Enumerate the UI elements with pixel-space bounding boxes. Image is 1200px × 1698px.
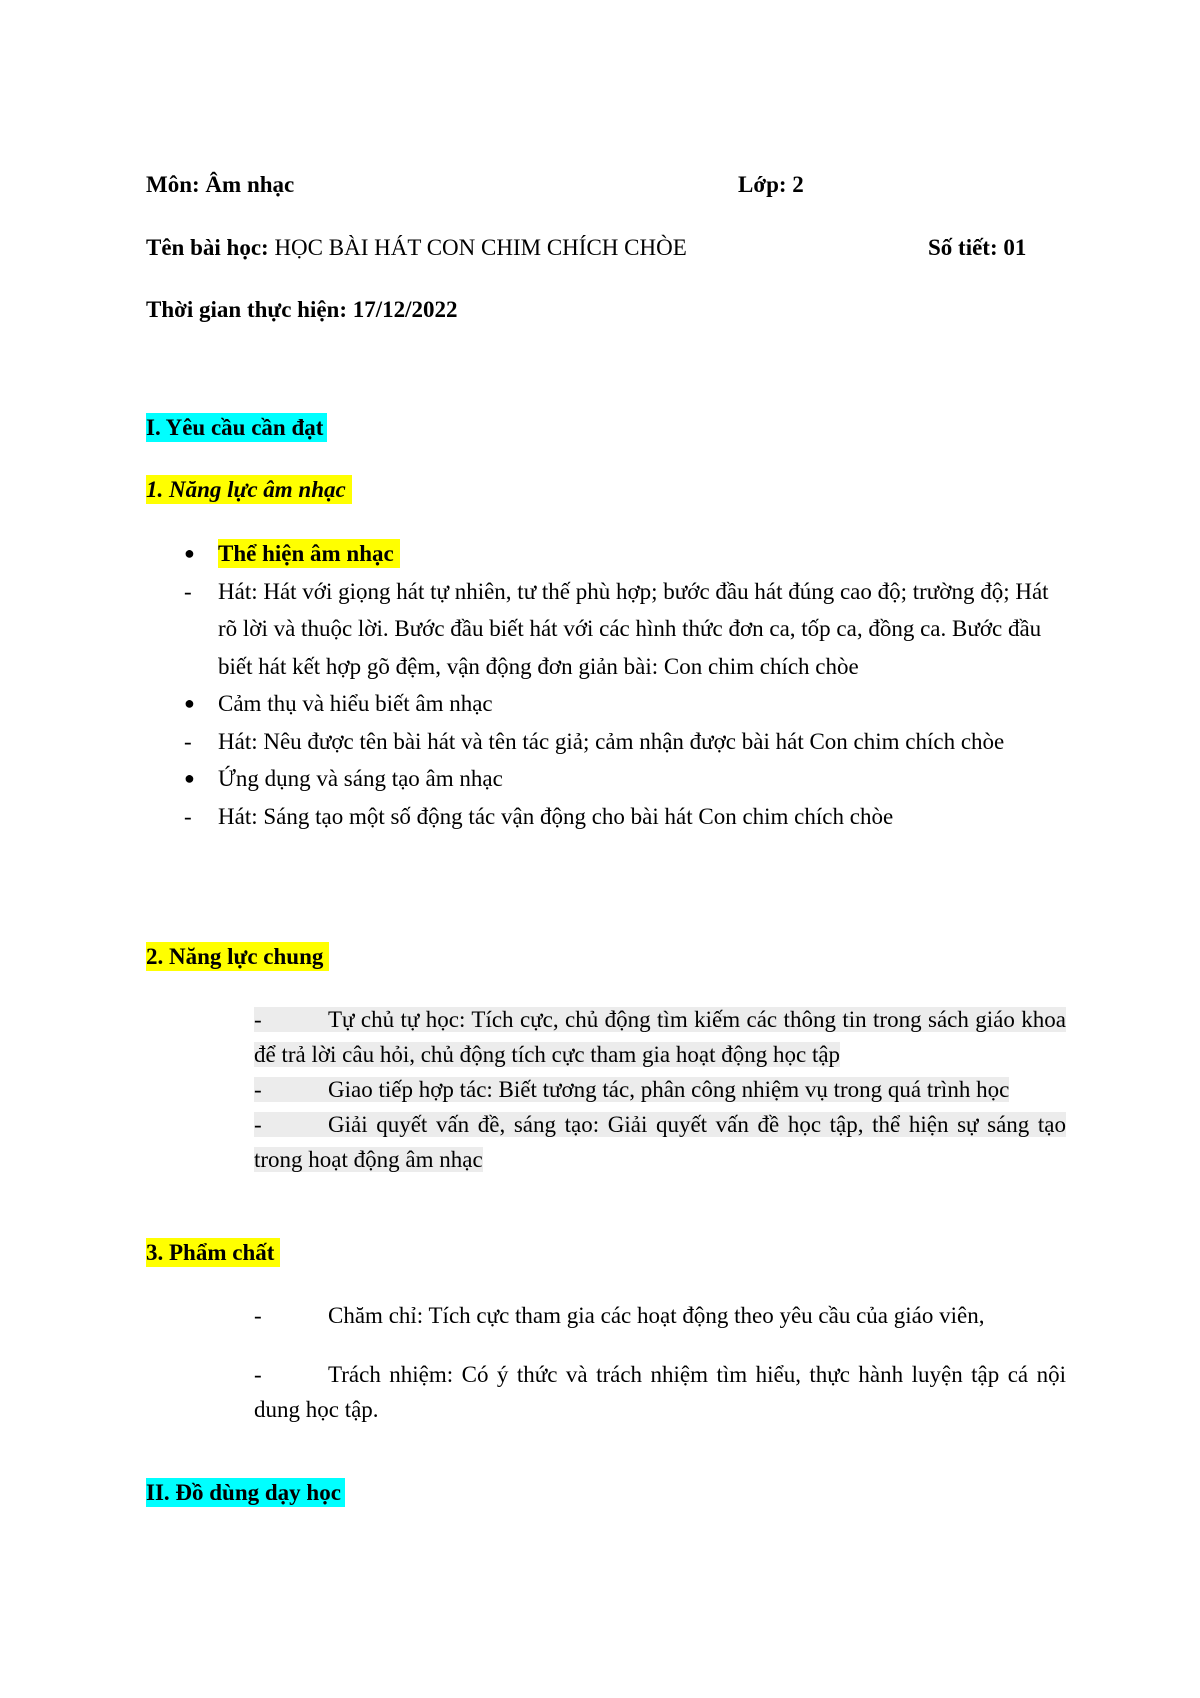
subsection-1-heading <box>146 475 352 505</box>
dash-marker: - <box>254 1112 262 1137</box>
list-item-text: Cảm thụ và hiểu biết âm nhạc <box>218 691 493 716</box>
grade-label: Lớp: <box>738 172 787 197</box>
subsection-3-title: 3. Phẩm chất <box>146 1238 280 1267</box>
general-competency-list <box>254 1002 1066 1177</box>
grade-value: 2 <box>792 172 804 197</box>
bullet-marker: ● <box>184 768 195 788</box>
list-item <box>254 1002 1066 1072</box>
lesson-line <box>146 233 687 263</box>
dash-marker: - <box>254 1007 262 1032</box>
bullet-marker: ● <box>184 693 195 713</box>
music-competency-list <box>146 535 1066 835</box>
list-item <box>146 798 1066 836</box>
list-item <box>146 723 1066 761</box>
subject-line <box>146 170 294 200</box>
subject-value: Âm nhạc <box>205 172 295 197</box>
dash-marker: - <box>254 1077 262 1102</box>
list-item <box>254 1072 1066 1107</box>
dash-marker: - <box>254 1362 262 1387</box>
dash-marker: - <box>184 728 192 754</box>
time-line <box>146 295 458 325</box>
list-item-text: Hát: Hát với giọng hát tự nhiên, tư thế phù hợp; bước đầu hát đúng cao độ; trường độ; Hát rõ lời và thuộc lời. Bước đầu biết hát với các hình thức đơn ca, tốp ca, đồng ca. Bước đầu biết hát kết hợp gõ đệm, vận động đơn giản bài: Con chim chích chòe <box>218 578 1049 679</box>
dash-marker: - <box>184 578 192 604</box>
periods-line <box>928 233 1026 263</box>
section-1-title: I. Yêu cầu cần đạt <box>146 413 327 442</box>
subsection-3-heading <box>146 1238 280 1268</box>
list-item-text: Hát: Nêu được tên bài hát và tên tác giả; cảm nhận được bài hát Con chim chích chòe <box>218 728 1005 754</box>
dash-marker: - <box>184 803 192 829</box>
time-value: 17/12/2022 <box>352 297 458 322</box>
list-item-text: Ứng dụng và sáng tạo âm nhạc <box>218 766 503 791</box>
subsection-2-heading <box>146 942 329 972</box>
periods-label: Số tiết: <box>928 235 998 260</box>
section-2-title: II. Đồ dùng dạy học <box>146 1478 345 1507</box>
list-item-text: Giải quyết vấn đề, sáng tạo: Giải quyết vấn đề học tập, thể hiện sự sáng tạo trong hoạt động âm nhạc <box>254 1112 1066 1172</box>
list-item <box>254 1298 1066 1333</box>
list-item-text: Hát: Sáng tạo một số động tác vận động cho bài hát Con chim chích chòe <box>218 803 894 829</box>
subsection-2-title: 2. Năng lực chung <box>146 942 329 971</box>
subject-label: Môn: <box>146 172 200 197</box>
subsection-1-title: 1. Năng lực âm nhạc <box>146 475 352 504</box>
list-item <box>146 760 1066 798</box>
list-item <box>146 685 1066 723</box>
list-item <box>254 1357 1066 1427</box>
list-item-text: Giao tiếp hợp tác: Biết tương tác, phân công nhiệm vụ trong quá trình học <box>328 1077 1010 1102</box>
periods-value: 01 <box>1003 235 1027 260</box>
lesson-label: Tên bài học: <box>146 235 269 260</box>
time-label: Thời gian thực hiện: <box>146 297 347 322</box>
lesson-value: HỌC BÀI HÁT CON CHIM CHÍCH CHÒE <box>274 235 687 260</box>
grade-line <box>738 170 804 200</box>
section-1-heading <box>146 413 327 443</box>
dash-marker: - <box>254 1303 262 1328</box>
list-item-text: Thể hiện âm nhạc <box>218 539 400 568</box>
list-item-text: Chăm chỉ: Tích cực tham gia các hoạt động theo yêu cầu của giáo viên, <box>328 1303 985 1328</box>
list-item-text: Trách nhiệm: Có ý thức và trách nhiệm tìm hiểu, thực hành luyện tập cá nội dung học tập. <box>254 1362 1066 1422</box>
section-2-heading <box>146 1478 345 1508</box>
list-item-text: Tự chủ tự học: Tích cực, chủ động tìm kiếm các thông tin trong sách giáo khoa để trả lời câu hỏi, chủ động tích cực tham gia hoạt động học tập <box>254 1007 1066 1067</box>
list-item <box>146 573 1066 686</box>
bullet-marker: ● <box>184 543 195 563</box>
quality-list <box>254 1298 1066 1427</box>
list-item <box>254 1107 1066 1177</box>
list-item <box>146 535 1066 573</box>
